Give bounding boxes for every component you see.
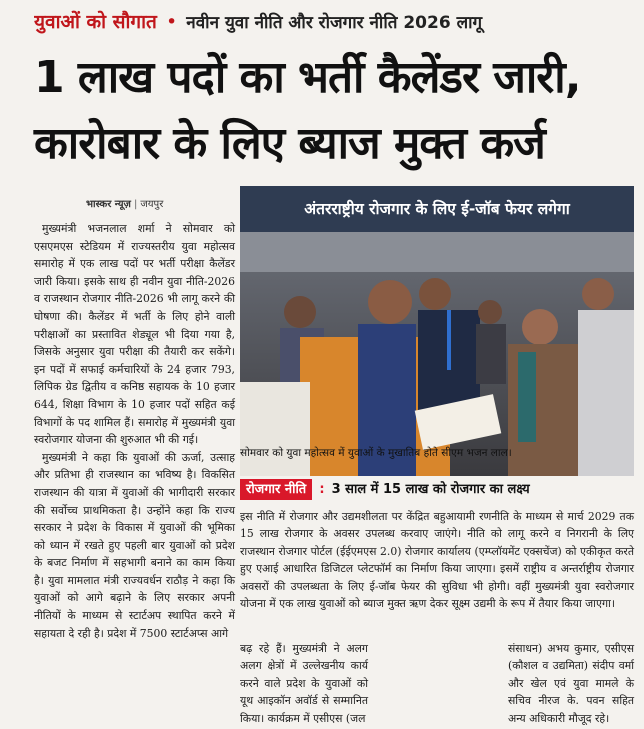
subhead-text: 3 साल में 15 लाख को रोजगार का लक्ष्य bbox=[331, 482, 530, 497]
subhead-colon: : bbox=[319, 482, 325, 497]
kicker-label: युवाओं को सौगात bbox=[34, 11, 157, 33]
headline-line-2: कारोबार के लिए ब्याज मुक्त कर्ज bbox=[34, 118, 545, 169]
headline-line-1: 1 लाख पदों का भर्ती कैलेंडर जारी, bbox=[34, 52, 581, 103]
kicker-line bbox=[34, 8, 640, 38]
subhead-tag: रोजगार नीति bbox=[240, 479, 312, 500]
left-paragraph-1: मुख्यमंत्री भजनलाल शर्मा ने सोमवार को एसएमएस स्टेडियम में राज्यस्तरीय युवा महोत्सव समारोह में एक लाख पदों पर भर्ती परीक्षा कैलेंडर जारी किया। इसके साथ ही नवीन युवा नीति-2026 व राजस्थान रोजगार नीति-2026 भी लागू करने की घोषणा की। कैलेंडर में भर्ती के लिए होने वाली परीक्षाओं का प्रस्तावित शेड्यूल भी दिया गया है, जिसके अनुसार युवा परीक्षा की तैयारी कर सकेंगे। इन पदों में सफाई कर्मचारियों के 24 हजार 793, लिपिक ग्रेड द्वितीय व कनिष्ठ सहायक के 10 हजार 644, शिक्षा विभाग के 10 हजार पदों सहित कई विभागों के पद शामिल हैं। समारोह में मुख्यमंत्री युवा स्वरोजगार योजना की शुरुआत भी की गई। bbox=[34, 222, 235, 447]
bottom-column-1: बढ़ रहे हैं। मुख्यमंत्री ने अलग अलग क्षेत्रों में उल्लेखनीय कार्य करने वाले प्रदेश के युवाओं को यूथ आइकॉन अवॉर्ड से सम्मानित किया। कार्यक्रम में एसीएस (जल bbox=[240, 642, 368, 725]
left-column bbox=[34, 220, 235, 642]
kicker-text: नवीन युवा नीति और रोजगार नीति 2026 लागू bbox=[186, 13, 483, 33]
byline-separator: | bbox=[133, 199, 138, 210]
photo-caption: सोमवार को युवा महोत्सव में युवाओं के मुखातिब होते सीएम भजन लाल। bbox=[240, 447, 512, 459]
right-paragraph: इस नीति में रोजगार और उद्यमशीलता पर केंद्रित बहुआयामी रणनीति के माध्यम से मार्च 2029 तक 15 लाख रोजगार के अवसर उपलब्ध करवाए जाएंगे। नीति को लागू करने व निगरानी के लिए राजस्थान रोजगार पोर्टल (ईईएमएस 2.0) रोजगार कार्यालय (एम्प्लॉयमेंट एक्सचेंज) को एकीकृत करते हुए एआई आधारित डिजिटल प्लेटफॉर्म का निर्माण किया जाएगा। इसमें राष्ट्रीय व अन्तर्राष्ट्रीय रोजगार अवसरों की उपलब्धता के लिए ई-जॉब फेयर की सुविधा भी होगी। वहीं मुख्यमंत्री युवा स्वरोजगार योजना में एक लाख युवाओं को ब्याज मुक्त ऋण देकर सूक्ष्म उद्यमी के रूप में तैयार किया जाएगा। bbox=[240, 510, 634, 611]
byline-source: भास्कर न्यूज़ bbox=[86, 199, 131, 210]
kicker-bullet: • bbox=[165, 11, 178, 33]
bottom-column-2: संसाधन) अभय कुमार, एसीएस (कौशल व उद्यमिता) संदीप वर्मा और खेल एवं युवा मामले के सचिव नीरज के. पवन सहित अन्य अधिकारी मौजूद रहे। bbox=[508, 642, 634, 725]
byline-place: जयपुर bbox=[140, 199, 164, 210]
photo-banner: अंतरराष्ट्रीय रोजगार के लिए ई-जॉब फेयर लगेगा bbox=[240, 186, 634, 232]
byline bbox=[86, 196, 163, 210]
news-photo bbox=[240, 232, 634, 476]
photo-block bbox=[240, 186, 634, 476]
section-subhead bbox=[240, 478, 634, 504]
left-paragraph-2: मुख्यमंत्री ने कहा कि युवाओं की ऊर्जा, उत्साह और प्रतिभा ही राजस्थान का भविष्य है। विकसित राजस्थान की यात्रा में युवाओं की भागीदारी सरकार की सर्वोच्च प्राथमिकता है। उन्होंने कहा कि राज्य सरकार ने प्रदेश के विकास में युवाओं की भूमिका को ध्यान में रखते हुए पहली बार युवाओं को प्रदेश के बजट निर्माण में सहभागी बनाने का काम किया है। युवा मामलात मंत्री राज्यवर्धन राठौड़ ने कहा कि युवाओं को आगे बढ़ाने के लिए सरकार अपनी नीतियों के माध्यम से स्टार्टअप स्थापित करने में सहायता दे रही है। प्रदेश में 7500 स्टार्टअप्स आगे bbox=[34, 450, 235, 640]
